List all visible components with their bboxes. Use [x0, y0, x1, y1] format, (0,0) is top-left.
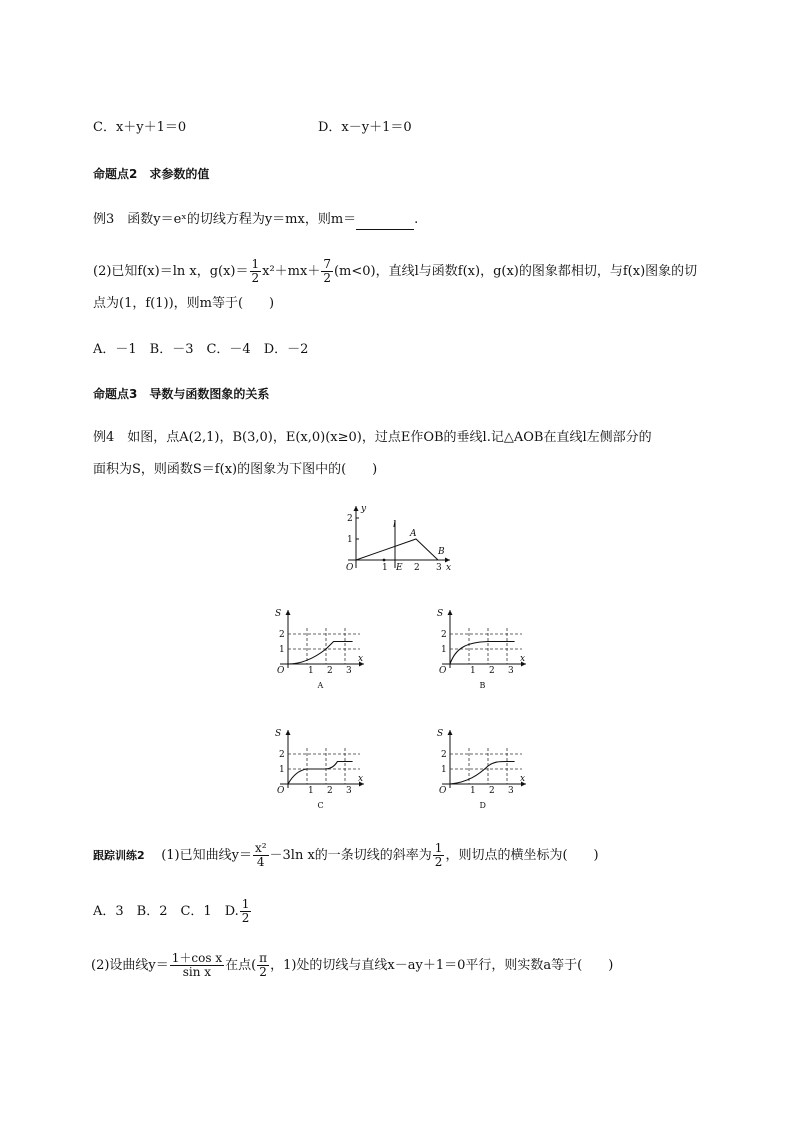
tick-y1: 1 [279, 765, 285, 775]
tick-1: 1 [308, 666, 314, 676]
practice-1: 跟踪训练2 (1)已知曲线y＝ $\frac{\text{x²}}{4}$ －3ln x的一条切线的斜率为 $\frac{1}{2}$ ，则切点的横坐标为( ) [93, 841, 599, 869]
example-4-line2: 面积为S，则函数S＝f(x)的图象为下图中的( ) [93, 462, 378, 477]
option-letter: B [479, 681, 486, 688]
option-graph-a [270, 606, 370, 688]
example-4-line1: 例4 如图，点A(2,1)，B(3,0)，E(x,0)(x≥0)，过点E作OB的垂线l.记△AOB在直线l左侧部分的 [93, 430, 652, 445]
tick-2: 2 [489, 786, 495, 796]
tick-y1: 1 [441, 645, 447, 655]
label-e: E [396, 563, 403, 573]
label-s: S [437, 609, 444, 619]
label-y: y [361, 504, 367, 514]
y-arrow [286, 730, 291, 735]
label-s: S [437, 729, 444, 739]
section-heading-3: 命题点3 导数与函数图象的关系 [93, 387, 270, 401]
y-arrow [448, 610, 453, 615]
tick-y2: 2 [441, 630, 447, 640]
choices-3: A．3 B．2 C．1 D. $\frac{1}{2}$ [93, 897, 250, 925]
label-s: S [275, 729, 282, 739]
fraction-cos-sin: $\frac{\text{1＋cos x}}{\text{sin x}}$ [171, 951, 223, 979]
label-l: l [393, 520, 396, 530]
label-x: x [358, 654, 364, 664]
curve-c [288, 762, 353, 785]
curve-a [288, 642, 353, 665]
label-s: S [275, 609, 282, 619]
option-letter: D [479, 801, 486, 808]
tick-3: 3 [508, 666, 514, 676]
label-x: x [520, 774, 526, 784]
tick-y2: 2 [279, 750, 285, 760]
option-graph-b [432, 606, 532, 688]
fraction-pi-2: $\frac{\pi}{2}$ [259, 951, 268, 979]
label-o: O [439, 666, 447, 676]
option-letter: A [317, 681, 324, 688]
tick-1: 1 [470, 786, 476, 796]
fraction-half: $\frac{1}{2}$ [251, 257, 260, 285]
practice-label: 跟踪训练2 [93, 849, 145, 862]
y-arrow [448, 730, 453, 735]
problem-2-line1: (2)已知f(x)＝ln x，g(x)＝ $\frac{1}{2}$ x²＋mx＋ $\frac{7}{2}$ (m<0)，直线l与函数f(x)，g(x)的图象都相切，与f(x)图象的切 [93, 257, 698, 285]
problem-2-line2: 点为(1，f(1))，则m等于( ) [93, 296, 275, 311]
answer-blank [356, 215, 414, 230]
tick-2: 2 [414, 563, 420, 573]
option-graph-c [270, 726, 370, 808]
fraction-half-3: $\frac{1}{2}$ [241, 897, 250, 925]
tick-3: 3 [346, 786, 352, 796]
label-x: x [358, 774, 364, 784]
fraction-x2-4: $\frac{\text{x²}}{4}$ [254, 841, 267, 869]
tick-2: 2 [489, 666, 495, 676]
choices-2: A．－1 B．－3 C．－4 D．－2 [93, 342, 309, 357]
tick-y1: 1 [347, 535, 353, 545]
label-o: O [346, 563, 354, 573]
tick-1: 1 [382, 563, 388, 573]
tick-3: 3 [346, 666, 352, 676]
label-a: A [410, 529, 417, 539]
option-graph-d [432, 726, 532, 808]
fraction-half-2: $\frac{1}{2}$ [434, 841, 443, 869]
fraction-seven-half: $\frac{7}{2}$ [323, 257, 331, 285]
option-letter: C [317, 801, 324, 808]
curve-b [450, 642, 515, 665]
section-heading-2: 命题点2 求参数的值 [93, 167, 210, 181]
tick-1: 1 [308, 786, 314, 796]
label-o: O [439, 786, 447, 796]
label-o: O [277, 786, 285, 796]
y-arrow [286, 610, 291, 615]
label-b: B [438, 547, 445, 557]
label-o: O [277, 666, 285, 676]
triangle-aob [356, 539, 438, 560]
tick-3: 3 [436, 563, 442, 573]
tick-y2: 2 [441, 750, 447, 760]
tick-2: 2 [327, 666, 333, 676]
tick-y1: 1 [279, 645, 285, 655]
main-figure [336, 502, 456, 574]
practice-2: (2)设曲线y＝ $\frac{\text{1＋cos x}}{\text{sin x}}$ 在点( $\frac{\pi}{2}$ ，1)处的切线与直线x－ay＋1＝0平行，则实数a等于( ) [91, 951, 614, 979]
tick-2: 2 [327, 786, 333, 796]
tick-y2: 2 [279, 630, 285, 640]
tick-3: 3 [508, 786, 514, 796]
label-x: x [446, 563, 452, 573]
tick-y2: 2 [347, 514, 353, 524]
tick-y1: 1 [441, 765, 447, 775]
example-3: 例3 函数y＝eˣ的切线方程为y＝mx，则m＝ . [93, 210, 418, 230]
choice-d: D．x－y＋1＝0 [318, 120, 412, 135]
curve-d [450, 762, 515, 785]
choice-c: C．x＋y＋1＝0 [93, 120, 187, 135]
tick-1: 1 [470, 666, 476, 676]
label-x: x [520, 654, 526, 664]
